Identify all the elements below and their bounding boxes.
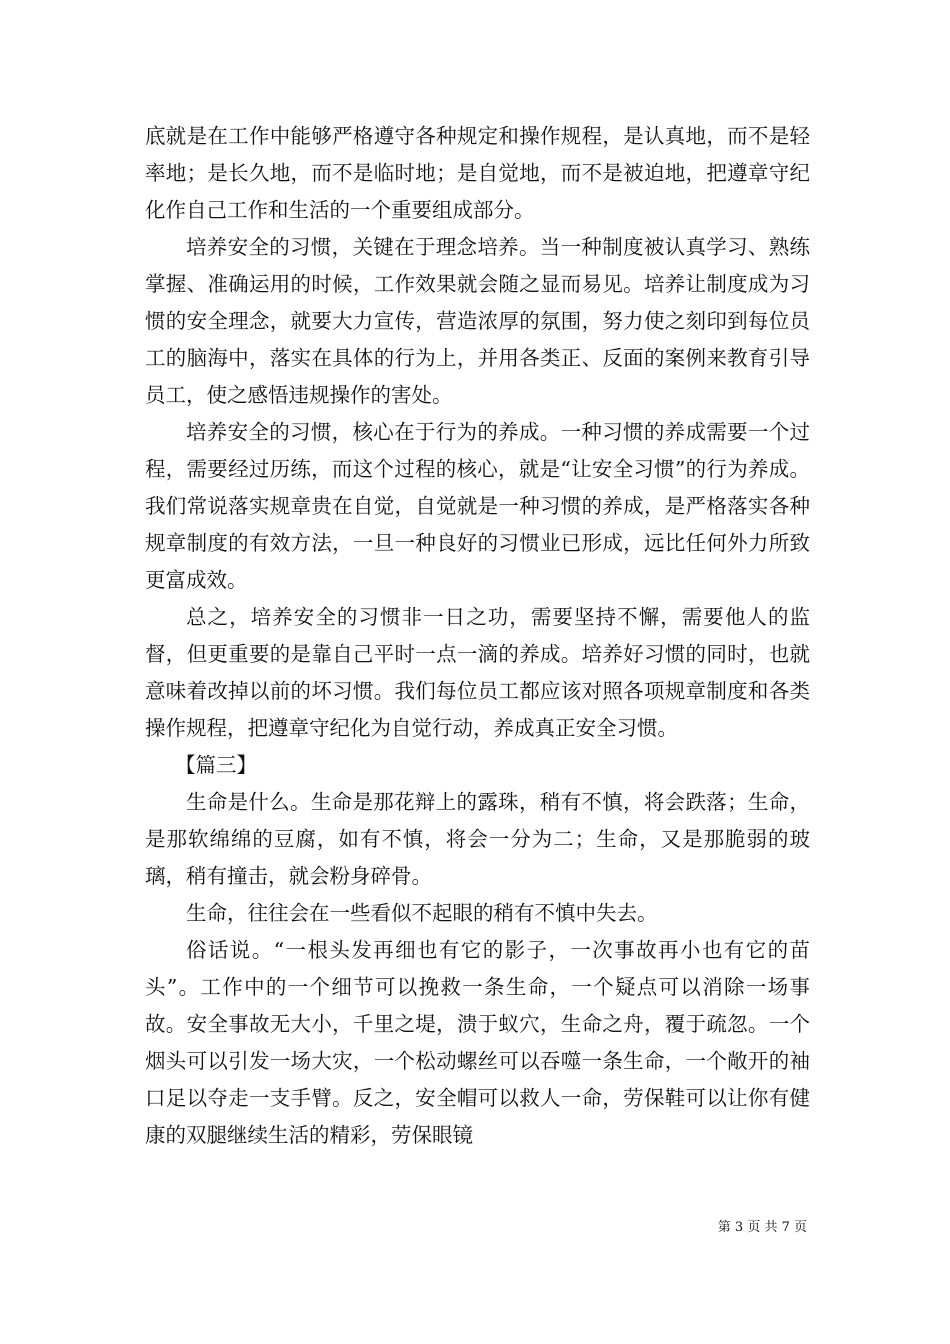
document-body	[145, 118, 810, 1154]
page-number: 第 3 页 共 7 页	[717, 1220, 807, 1235]
section-heading: 【篇三】	[175, 753, 257, 777]
paragraph-life-lost: 生命，往往会在一些看似不起眼的稍有不慎中失去。	[186, 901, 658, 925]
paragraph-continuation: 底就是在工作中能够严格遵守各种规定和操作规程，是认真地，而不是轻率地；是长久地，而不是临时地；是自觉地，而不是被迫地，把遵章守纪化作自己工作和生活的一个重要组成部分。	[145, 124, 810, 222]
paragraph-habit-concept: 培养安全的习惯，关键在于理念培养。当一种制度被认真学习、熟练掌握、准确运用的时候，工作效果就会随之显而易见。培养让制度成为习惯的安全理念，就要大力宣传，营造浓厚的氛围，努力使之刻印到每位员工的脑海中，落实在具体的行为上，并用各类正、反面的案例来教育引导员工，使之感悟违规操作的害处。	[145, 235, 810, 407]
paragraph-habit-behavior: 培养安全的习惯，核心在于行为的养成。一种习惯的养成需要一个过程，需要经过历练，而这个过程的核心，就是“让安全习惯”的行为养成。我们常说落实规章贵在自觉，自觉就是一种习惯的养成，是严格落实各种规章制度的有效方法，一旦一种良好的习惯业已形成，远比任何外力所致更富成效。	[145, 420, 810, 592]
paragraph-what-is-life: 生命是什么。生命是那花辩上的露珠，稍有不慎，将会跌落；生命，是那软绵绵的豆腐，如有不慎，将会一分为二；生命，又是那脆弱的玻璃，稍有撞击，就会粉身碎骨。	[145, 790, 810, 888]
paragraph-conclusion: 总之，培养安全的习惯非一日之功，需要坚持不懈，需要他人的监督，但更重要的是靠自己平时一点一滴的养成。培养好习惯的同时，也就意味着改掉以前的坏习惯。我们每位员工都应该对照各项规章制度和各类操作规程，把遵章守纪化为自觉行动，养成真正安全习惯。	[145, 605, 810, 740]
paragraph-saying: 俗话说。“一根头发再细也有它的影子，一次事故再小也有它的苗头”。工作中的一个细节可以挽救一条生命，一个疑点可以消除一场事故。安全事故无大小，千里之堤，溃于蚁穴，生命之舟，覆于疏忽。一个烟头可以引发一场大灾，一个松动螺丝可以吞噬一条生命，一个敞开的袖口足以夺走一支手臂。反之，安全帽可以救人一命，劳保鞋可以让你有健康的双腿继续生活的精彩，劳保眼镜	[145, 938, 810, 1147]
